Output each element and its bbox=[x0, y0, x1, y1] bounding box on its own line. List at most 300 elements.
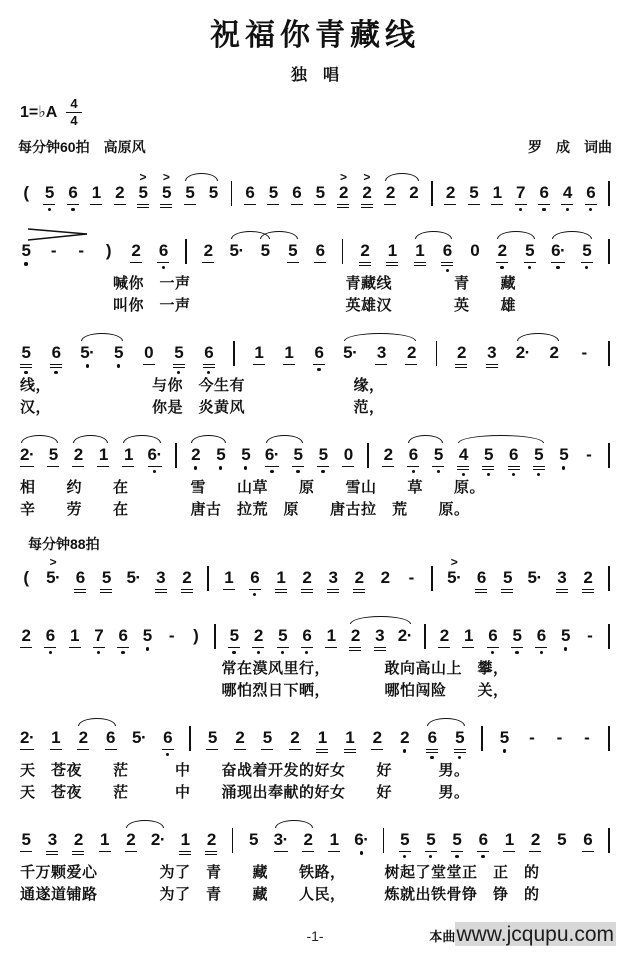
low-octave-dot bbox=[528, 266, 531, 269]
note-number: 6· bbox=[264, 445, 279, 465]
beam-zone bbox=[20, 202, 32, 215]
note bbox=[314, 170, 326, 215]
beams bbox=[438, 645, 450, 648]
note bbox=[361, 170, 373, 215]
note bbox=[301, 613, 313, 658]
note-number: 1 bbox=[492, 183, 502, 203]
note-number: 2 bbox=[372, 728, 382, 748]
barline bbox=[608, 181, 610, 206]
beam-zone bbox=[551, 260, 565, 273]
note-number: 5 bbox=[499, 728, 509, 748]
beam-zone bbox=[487, 645, 499, 658]
beam-zone bbox=[349, 645, 361, 658]
low-octave-dot bbox=[564, 647, 567, 650]
slur bbox=[552, 231, 592, 239]
beam-zone bbox=[399, 747, 411, 760]
beam-zone bbox=[261, 747, 273, 760]
note-number: 6 bbox=[427, 728, 437, 748]
note bbox=[205, 817, 217, 862]
slur bbox=[415, 231, 452, 239]
beam-zone bbox=[314, 202, 326, 215]
beams bbox=[77, 747, 89, 750]
beam-zone bbox=[511, 645, 523, 658]
beam-zone bbox=[43, 202, 55, 215]
beams bbox=[503, 849, 515, 852]
beams bbox=[477, 849, 489, 852]
dash-note bbox=[584, 613, 596, 658]
low-octave-dot bbox=[360, 851, 363, 854]
beam-zone bbox=[143, 362, 155, 375]
note-number: 2 bbox=[73, 445, 83, 465]
beam-zone bbox=[384, 202, 396, 215]
note-number: 1 bbox=[284, 343, 294, 363]
beam-zone bbox=[516, 362, 530, 375]
note bbox=[558, 432, 570, 477]
low-octave-dot bbox=[305, 651, 308, 654]
low-octave-dot bbox=[512, 473, 515, 476]
note-number: 5 bbox=[559, 445, 569, 465]
song-title: 祝福你青藏线 bbox=[210, 18, 420, 53]
note bbox=[327, 555, 339, 600]
slur bbox=[21, 435, 58, 443]
beams bbox=[275, 587, 287, 593]
barline bbox=[232, 828, 234, 853]
note bbox=[46, 555, 60, 600]
note-number: 2· bbox=[397, 626, 412, 646]
note-number: 2 bbox=[206, 830, 216, 850]
beam-zone bbox=[301, 587, 313, 600]
note-number: - bbox=[529, 728, 535, 748]
note bbox=[354, 817, 368, 862]
note-number: 5 bbox=[469, 183, 479, 203]
beams bbox=[487, 645, 499, 648]
beam-zone bbox=[240, 464, 252, 477]
note-number: 2 bbox=[409, 183, 419, 203]
note bbox=[379, 555, 391, 600]
beams bbox=[581, 260, 593, 263]
note-number: 6· bbox=[551, 241, 566, 261]
note-number: 1 bbox=[51, 728, 61, 748]
note-number: 1 bbox=[180, 830, 190, 850]
slur bbox=[517, 333, 559, 341]
note-number: 1 bbox=[463, 626, 473, 646]
beams bbox=[325, 645, 337, 648]
note bbox=[283, 330, 295, 375]
note bbox=[240, 432, 252, 477]
low-octave-dot bbox=[146, 647, 149, 650]
note-number: 6 bbox=[118, 626, 128, 646]
barline bbox=[214, 624, 216, 649]
beam-zone bbox=[20, 464, 34, 477]
beam-zone bbox=[455, 362, 467, 375]
note-number: 2 bbox=[354, 568, 364, 588]
note-number: 2· bbox=[20, 728, 35, 748]
barline bbox=[431, 566, 433, 591]
beams bbox=[249, 587, 261, 590]
low-octave-dot bbox=[317, 368, 320, 371]
note-number: 1 bbox=[100, 830, 109, 850]
note bbox=[455, 330, 467, 375]
note bbox=[173, 330, 185, 375]
note-number: 2· bbox=[150, 830, 165, 850]
beams bbox=[44, 645, 56, 648]
beam-zone bbox=[399, 849, 411, 862]
beams bbox=[511, 645, 523, 648]
beams bbox=[289, 747, 301, 750]
beams bbox=[491, 202, 503, 205]
beam-zone bbox=[80, 362, 94, 375]
note-number: 2 bbox=[530, 830, 540, 850]
note-number: - bbox=[408, 568, 414, 588]
system bbox=[18, 534, 612, 600]
beam-zone bbox=[405, 587, 417, 600]
beams bbox=[74, 587, 86, 593]
beam-zone bbox=[533, 464, 545, 477]
note-number: 5 bbox=[278, 626, 288, 646]
beams bbox=[508, 464, 520, 470]
note bbox=[342, 432, 354, 477]
beams bbox=[349, 645, 361, 651]
note bbox=[46, 817, 58, 862]
note-number: 6 bbox=[314, 343, 324, 363]
note-number: 2 bbox=[385, 183, 395, 203]
note-number: 5 bbox=[288, 241, 298, 261]
beam-zone bbox=[112, 362, 124, 375]
beam-zone bbox=[249, 587, 261, 600]
barline bbox=[608, 239, 610, 264]
beam-zone bbox=[207, 202, 219, 215]
note-number: 6 bbox=[158, 241, 168, 261]
beam-zone bbox=[327, 587, 339, 600]
note-number: 2 bbox=[21, 626, 31, 646]
note-number: 5 bbox=[185, 183, 195, 203]
beam-zone bbox=[75, 260, 87, 273]
note-number: 2 bbox=[78, 728, 88, 748]
beam-zone bbox=[205, 849, 217, 862]
beam-zone bbox=[548, 362, 560, 375]
note bbox=[469, 228, 481, 273]
watermark-site-link[interactable]: www.jcqupu.com bbox=[456, 923, 614, 947]
slur bbox=[427, 718, 465, 726]
beam-zone bbox=[102, 260, 114, 273]
beam-zone bbox=[44, 645, 56, 658]
accent-mark: > bbox=[450, 555, 458, 570]
note-number: 1 bbox=[504, 830, 514, 850]
beam-zone bbox=[130, 260, 142, 273]
beam-zone bbox=[425, 849, 437, 862]
beam-zone bbox=[582, 849, 594, 862]
beams bbox=[20, 464, 34, 467]
note-number: 5 bbox=[502, 568, 512, 588]
parenthesis bbox=[102, 228, 114, 273]
low-octave-dot bbox=[162, 266, 165, 269]
note-number: 5 bbox=[560, 626, 570, 646]
beams bbox=[344, 747, 356, 753]
beam-zone bbox=[160, 202, 172, 215]
page-footer bbox=[18, 922, 612, 958]
beams bbox=[328, 849, 340, 852]
beam-zone bbox=[582, 587, 594, 600]
beams bbox=[337, 202, 349, 208]
note-number: 2 bbox=[303, 830, 313, 850]
beams bbox=[267, 202, 279, 205]
beam-zone bbox=[20, 747, 34, 760]
low-octave-dot bbox=[487, 473, 490, 476]
note-number: 1 bbox=[415, 241, 425, 261]
beams bbox=[228, 645, 240, 648]
slur bbox=[73, 435, 108, 443]
note-number: 6 bbox=[478, 830, 488, 850]
note bbox=[487, 613, 499, 658]
slur bbox=[408, 435, 443, 443]
note bbox=[132, 715, 146, 760]
beams bbox=[486, 362, 498, 368]
beams bbox=[316, 747, 328, 753]
note bbox=[253, 330, 265, 375]
note-number: 5 bbox=[241, 445, 251, 465]
note bbox=[515, 170, 527, 215]
time-signature-denominator: 4 bbox=[70, 112, 78, 128]
beams bbox=[157, 260, 169, 263]
lyrics-line: 常在漠风里行， 敢向高山上 攀， bbox=[20, 660, 509, 678]
beam-zone bbox=[90, 202, 102, 215]
beams bbox=[46, 849, 58, 855]
note-number: 5 bbox=[534, 445, 544, 465]
beams bbox=[261, 747, 273, 750]
low-octave-dot bbox=[117, 364, 120, 367]
note-number: 2 bbox=[253, 626, 263, 646]
beam-zone bbox=[498, 747, 510, 760]
note bbox=[386, 228, 398, 273]
beam-zone bbox=[496, 260, 508, 273]
low-octave-dot bbox=[194, 466, 197, 469]
beams bbox=[20, 362, 32, 368]
note-number: 5 bbox=[433, 445, 443, 465]
note-number: 2 bbox=[439, 626, 449, 646]
note bbox=[316, 715, 328, 760]
note bbox=[162, 715, 174, 760]
beams bbox=[374, 645, 386, 651]
note bbox=[475, 555, 487, 600]
note-number: 5 bbox=[426, 830, 436, 850]
slur bbox=[126, 820, 164, 828]
beams bbox=[43, 202, 55, 205]
note bbox=[277, 613, 289, 658]
key-signature: 1=♭A bbox=[20, 104, 58, 122]
beams bbox=[283, 362, 295, 365]
performance-type: 独 唱 bbox=[290, 67, 339, 84]
low-octave-dot bbox=[24, 371, 27, 374]
tempo-marking: 每分钟60拍 高原风 bbox=[18, 139, 146, 156]
beams bbox=[407, 464, 419, 467]
low-octave-dot bbox=[430, 756, 433, 759]
system bbox=[18, 715, 612, 804]
beam-zone bbox=[252, 645, 264, 658]
low-octave-dot bbox=[566, 208, 569, 211]
beams bbox=[314, 260, 326, 263]
barline bbox=[367, 443, 369, 468]
beam-zone bbox=[151, 849, 165, 862]
beams bbox=[585, 202, 597, 205]
note-number: 6 bbox=[106, 728, 116, 748]
note-number: 3· bbox=[273, 830, 288, 850]
note bbox=[451, 817, 463, 862]
note bbox=[155, 555, 167, 600]
note-number: 2 bbox=[191, 445, 201, 465]
beam-zone bbox=[529, 849, 541, 862]
slur bbox=[78, 718, 116, 726]
beam-zone bbox=[202, 260, 214, 273]
low-octave-dot bbox=[177, 371, 180, 374]
note-number: - bbox=[581, 343, 587, 363]
note-number: - bbox=[556, 728, 562, 748]
beam-zone bbox=[277, 645, 289, 658]
beam-zone bbox=[314, 260, 326, 273]
note-number: 7 bbox=[516, 183, 526, 203]
note bbox=[325, 613, 337, 658]
barline bbox=[342, 239, 344, 264]
beam-zone bbox=[316, 747, 328, 760]
note-number: 5 bbox=[101, 568, 111, 588]
low-octave-dot bbox=[321, 470, 324, 473]
beam-zone bbox=[230, 260, 244, 273]
beams bbox=[148, 464, 162, 467]
note bbox=[528, 555, 542, 600]
beam-zone bbox=[457, 464, 469, 477]
note bbox=[447, 555, 461, 600]
beam-zone bbox=[508, 464, 520, 477]
beam-zone bbox=[313, 362, 325, 375]
note-number: 2 bbox=[497, 241, 507, 261]
beam-zone bbox=[155, 587, 167, 600]
note bbox=[582, 555, 594, 600]
beam-zone bbox=[244, 202, 256, 215]
beam-zone bbox=[451, 849, 463, 862]
beam-zone bbox=[72, 464, 84, 477]
note bbox=[556, 817, 568, 862]
note bbox=[137, 170, 149, 215]
note-number: 5 bbox=[483, 445, 493, 465]
note-number: 1 bbox=[254, 343, 264, 363]
note-number: 5 bbox=[48, 445, 58, 465]
low-octave-dot bbox=[515, 651, 518, 654]
beams bbox=[125, 849, 137, 852]
beam-zone bbox=[581, 260, 593, 273]
note bbox=[157, 228, 169, 273]
beam-zone bbox=[166, 645, 178, 658]
beam-zone bbox=[342, 464, 354, 477]
note bbox=[249, 555, 261, 600]
low-octave-dot bbox=[253, 593, 256, 596]
beams bbox=[50, 747, 62, 750]
note-number: 5 bbox=[21, 830, 31, 850]
note bbox=[275, 555, 287, 600]
low-octave-dot bbox=[207, 371, 210, 374]
low-octave-dot bbox=[257, 651, 260, 654]
slur bbox=[266, 435, 303, 443]
time-signature bbox=[66, 97, 81, 127]
beam-zone bbox=[265, 464, 279, 477]
low-octave-dot bbox=[562, 466, 565, 469]
beam-zone bbox=[132, 747, 146, 760]
beams bbox=[535, 645, 547, 648]
watermark-prefix: 本曲 bbox=[429, 929, 456, 945]
beams bbox=[206, 747, 218, 750]
low-octave-dot bbox=[437, 470, 440, 473]
beam-zone bbox=[535, 645, 547, 658]
note-number: 1 bbox=[326, 626, 336, 646]
note-number: 2 bbox=[406, 343, 416, 363]
note bbox=[93, 613, 105, 658]
note-number: 2 bbox=[457, 343, 466, 363]
note bbox=[20, 817, 32, 862]
note-number: 6 bbox=[539, 183, 549, 203]
note-number: 5 bbox=[207, 728, 217, 748]
beams bbox=[50, 362, 62, 368]
note-number: 6 bbox=[45, 626, 55, 646]
note-number: 5 bbox=[113, 343, 123, 363]
barline bbox=[431, 181, 433, 206]
beams bbox=[475, 587, 487, 593]
low-octave-dot bbox=[500, 266, 503, 269]
beams bbox=[425, 849, 437, 852]
note-number: 2 bbox=[445, 183, 455, 203]
low-octave-dot bbox=[429, 855, 432, 858]
beam-zone bbox=[405, 362, 417, 375]
note-number: 2 bbox=[360, 241, 370, 261]
note bbox=[477, 817, 489, 862]
beams bbox=[99, 849, 111, 852]
note-number: - bbox=[584, 728, 590, 748]
beam-zone bbox=[581, 747, 593, 760]
slur bbox=[497, 231, 535, 239]
composer-credit: 罗 成 词曲 bbox=[528, 139, 612, 156]
note bbox=[582, 817, 594, 862]
slur bbox=[185, 173, 218, 181]
beams bbox=[313, 362, 325, 365]
beams bbox=[277, 645, 289, 648]
barline bbox=[608, 566, 610, 591]
beam-zone bbox=[20, 260, 32, 273]
beams bbox=[371, 747, 383, 750]
beams bbox=[291, 202, 303, 205]
beam-zone bbox=[441, 260, 453, 273]
note-number: 2 bbox=[549, 343, 559, 363]
note bbox=[313, 330, 325, 375]
note bbox=[143, 330, 155, 375]
beams bbox=[468, 202, 480, 205]
low-octave-dot bbox=[54, 371, 57, 374]
beams bbox=[353, 587, 365, 593]
note-number: - bbox=[586, 445, 592, 465]
note bbox=[337, 170, 349, 215]
note bbox=[100, 555, 112, 600]
barline bbox=[207, 566, 209, 591]
beams bbox=[137, 202, 149, 208]
note-number: 3 bbox=[47, 830, 57, 850]
note-number: 5 bbox=[400, 830, 410, 850]
beam-zone bbox=[234, 747, 246, 760]
barline bbox=[608, 726, 610, 751]
beams bbox=[20, 645, 32, 648]
beams bbox=[556, 587, 568, 593]
note-number: 2 bbox=[73, 830, 83, 850]
note-number: 5 bbox=[525, 241, 535, 261]
beams bbox=[274, 849, 288, 852]
music-line bbox=[18, 715, 612, 760]
note-number: 6 bbox=[68, 183, 78, 203]
beams bbox=[551, 260, 565, 263]
